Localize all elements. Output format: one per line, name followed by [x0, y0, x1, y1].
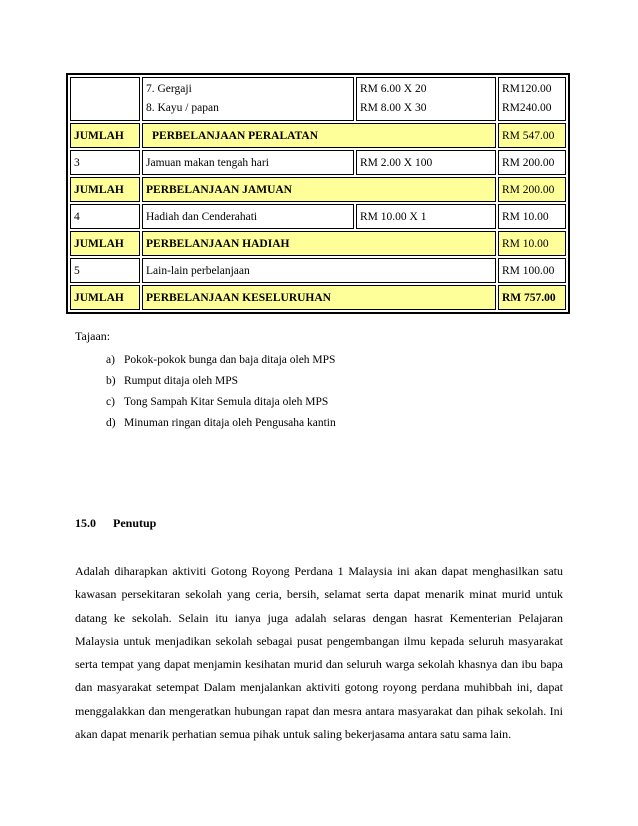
jumlah-label: JUMLAH: [70, 285, 140, 310]
budget-table-wrapper: [66, 73, 568, 314]
row-number-cell: 3: [70, 150, 140, 175]
jumlah-label: JUMLAH: [70, 123, 140, 148]
item-description-cell: Hadiah dan Cenderahati: [142, 204, 354, 229]
sponsorship-title: Tajaan:: [75, 329, 111, 343]
sponsorship-list: [75, 354, 336, 429]
item-description-cell: [142, 77, 354, 121]
item-total-cell: RM 200.00: [498, 150, 566, 175]
item-description-cell: Jamuan makan tengah hari: [142, 150, 354, 175]
list-item: [106, 417, 336, 429]
section-number: 15.0: [75, 516, 96, 530]
jumlah-label: JUMLAH: [70, 231, 140, 256]
jumlah-label: JUMLAH: [70, 177, 140, 202]
item-calc-cell: RM 10.00 X 1: [356, 204, 496, 229]
row-number-cell: 5: [70, 258, 140, 283]
calc-kayu-papan: RM 8.00 X 30: [360, 102, 427, 114]
item-total-cell: [498, 77, 566, 121]
table-row-jumlah-peralatan: [70, 123, 566, 148]
jumlah-total: RM 547.00: [498, 123, 566, 148]
jumlah-description: PERBELANJAAN PERALATAN: [142, 123, 496, 148]
list-marker: b): [106, 375, 116, 387]
item-total-cell: RM 10.00: [498, 204, 566, 229]
list-marker: a): [106, 354, 115, 366]
table-row-jumlah-hadiah: [70, 231, 566, 256]
table-row-jumlah-keseluruhan: [70, 285, 566, 310]
jumlah-description: PERBELANJAAN KESELURUHAN: [142, 285, 496, 310]
total-gergaji: RM120.00: [502, 83, 552, 95]
jumlah-description: PERBELANJAAN HADIAH: [142, 231, 496, 256]
list-item: [106, 375, 336, 387]
list-item-text: Minuman ringan ditaja oleh Pengusaha kantin: [124, 417, 336, 429]
list-item-text: Tong Sampah Kitar Semula ditaja oleh MPS: [124, 396, 329, 408]
list-item-text: Rumput ditaja oleh MPS: [124, 375, 239, 387]
list-marker: c): [106, 396, 115, 408]
budget-table: [66, 73, 570, 314]
table-row-jamuan: [70, 150, 566, 175]
table-row-jumlah-jamuan: [70, 177, 566, 202]
sponsorship-section: [75, 329, 336, 438]
list-item: [106, 354, 336, 366]
item-total-cell: RM 100.00: [498, 258, 566, 283]
row-number-cell: 4: [70, 204, 140, 229]
row-number-cell: [70, 77, 140, 121]
section-title: Penutup: [113, 516, 157, 530]
closing-paragraph: Adalah diharapkan aktiviti Gotong Royong Perdana 1 Malaysia ini akan dapat menghasilkan satu kawasan persekitaran sekolah yang ceria, bersih, selamat serta dapat menarik minat murid untuk datang ke sekolah. Selain itu ianya juga adalah selaras dengan hasrat Kementerian Pelajaran Malaysia untuk menjadikan sekolah sebagai pusat pengembangan ilmu kepada seluruh masyarakat serta tempat yang dapat menjamin kesihatan murid dan seluruh warga sekolah khasnya dan ibu bapa dan masyarakat setempat Dalam menjalankan aktiviti gotong royong perdana muhibbah ini, dapat menggalakkan dan mengeratkan hubungan rapat dan mesra antara masyarakat dan pihak sekolah. Ini akan dapat menarik perhatian semua pihak untuk saling bekerjasama antara satu sama lain.: [75, 564, 563, 742]
item-calc-cell: [356, 77, 496, 121]
list-item-text: Pokok-pokok bunga dan baja ditaja oleh MPS: [124, 354, 336, 366]
item-calc-cell: RM 2.00 X 100: [356, 150, 496, 175]
list-item: [106, 396, 336, 408]
jumlah-grand-total: RM 757.00: [498, 285, 566, 310]
jumlah-total: RM 200.00: [498, 177, 566, 202]
jumlah-total: RM 10.00: [498, 231, 566, 256]
table-row-lain-lain: [70, 258, 566, 283]
list-marker: d): [106, 417, 116, 429]
jumlah-description: PERBELANJAAN JAMUAN: [142, 177, 496, 202]
total-kayu-papan: RM240.00: [502, 102, 552, 114]
table-row-hadiah: [70, 204, 566, 229]
item-gergaji: 7. Gergaji: [146, 83, 192, 95]
table-row-items-7-8: [70, 77, 566, 121]
item-kayu-papan: 8. Kayu / papan: [146, 102, 219, 114]
calc-gergaji: RM 6.00 X 20: [360, 83, 427, 95]
section-heading: [75, 516, 156, 531]
item-description-cell: Lain-lain perbelanjaan: [142, 258, 496, 283]
